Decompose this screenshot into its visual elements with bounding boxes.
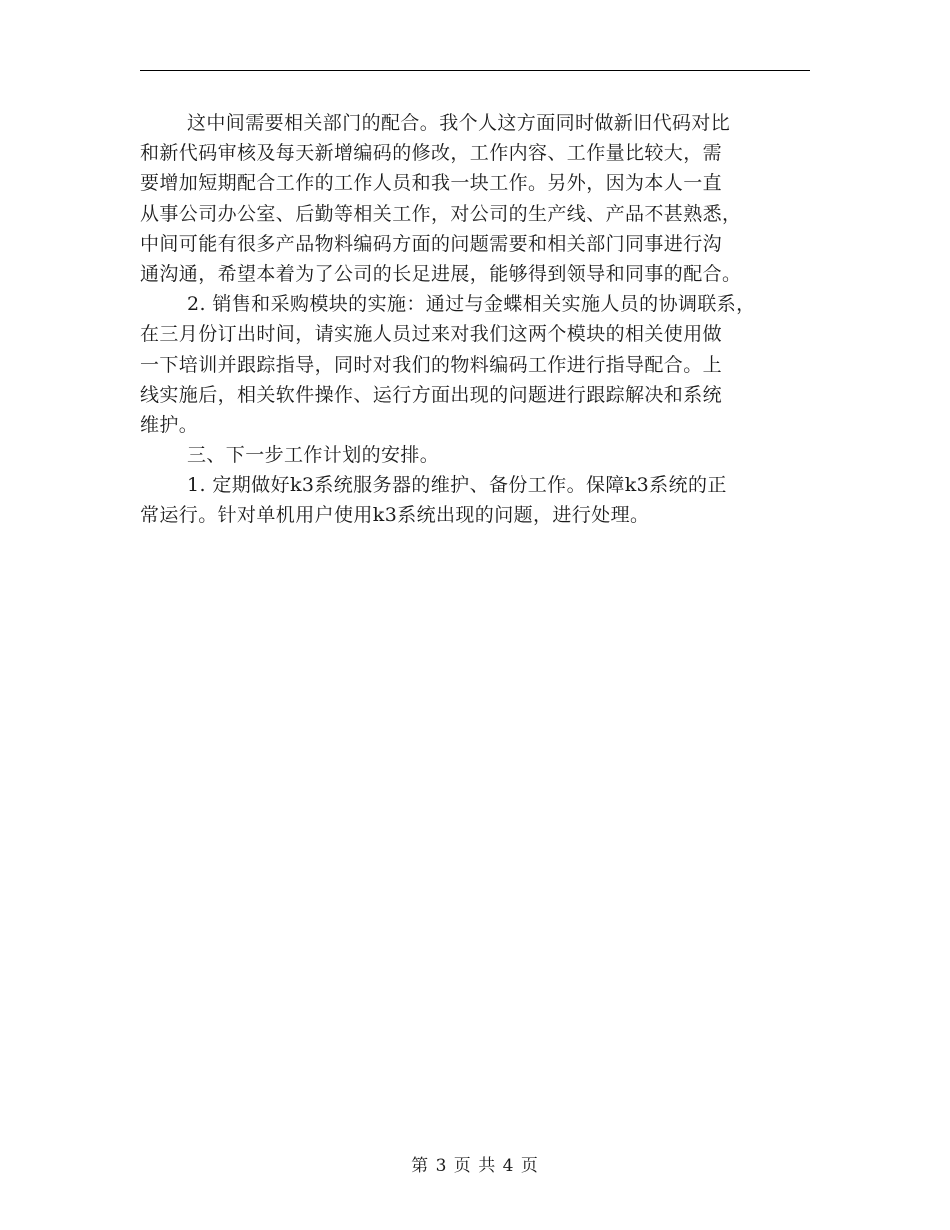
document-body — [140, 108, 820, 531]
body-line: 从事公司办公室、后勤等相关工作，对公司的生产线、产品不甚熟悉， — [140, 202, 742, 225]
body-line: 这中间需要相关部门的配合。我个人这方面同时做新旧代码对比 — [187, 112, 731, 134]
body-line: 常运行。针对单机用户使用k3系统出现的问题，进行处理。 — [140, 504, 650, 527]
body-line: 中间可能有很多产品物料编码方面的问题需要和相关部门同事进行沟 — [140, 232, 723, 255]
body-line: 线实施后，相关软件操作、运行方面出现的问题进行跟踪解决和系统 — [140, 383, 723, 406]
header-rule — [140, 70, 810, 71]
body-line: 通沟通，希望本着为了公司的长足进展，能够得到领导和同事的配合。 — [140, 262, 742, 285]
body-line: 和新代码审核及每天新增编码的修改，工作内容、工作量比较大，需 — [140, 142, 723, 165]
section-heading: 三、下一步工作计划的安排。 — [187, 444, 440, 467]
body-line: 1. 定期做好k3系统服务器的维护、备份工作。保障k3系统的正 — [187, 474, 727, 497]
body-line: 一下培训并跟踪指导，同时对我们的物料编码工作进行指导配合。上 — [140, 353, 723, 376]
body-line: 2. 销售和采购模块的实施：通过与金蝶相关实施人员的协调联系， — [187, 293, 756, 316]
body-line: 维护。 — [140, 413, 199, 436]
page-number: 第 3 页 共 4 页 — [411, 1156, 539, 1176]
body-line: 要增加短期配合工作的工作人员和我一块工作。另外，因为本人一直 — [140, 172, 723, 195]
body-line: 在三月份订出时间，请实施人员过来对我们这两个模块的相关使用做 — [140, 323, 723, 346]
